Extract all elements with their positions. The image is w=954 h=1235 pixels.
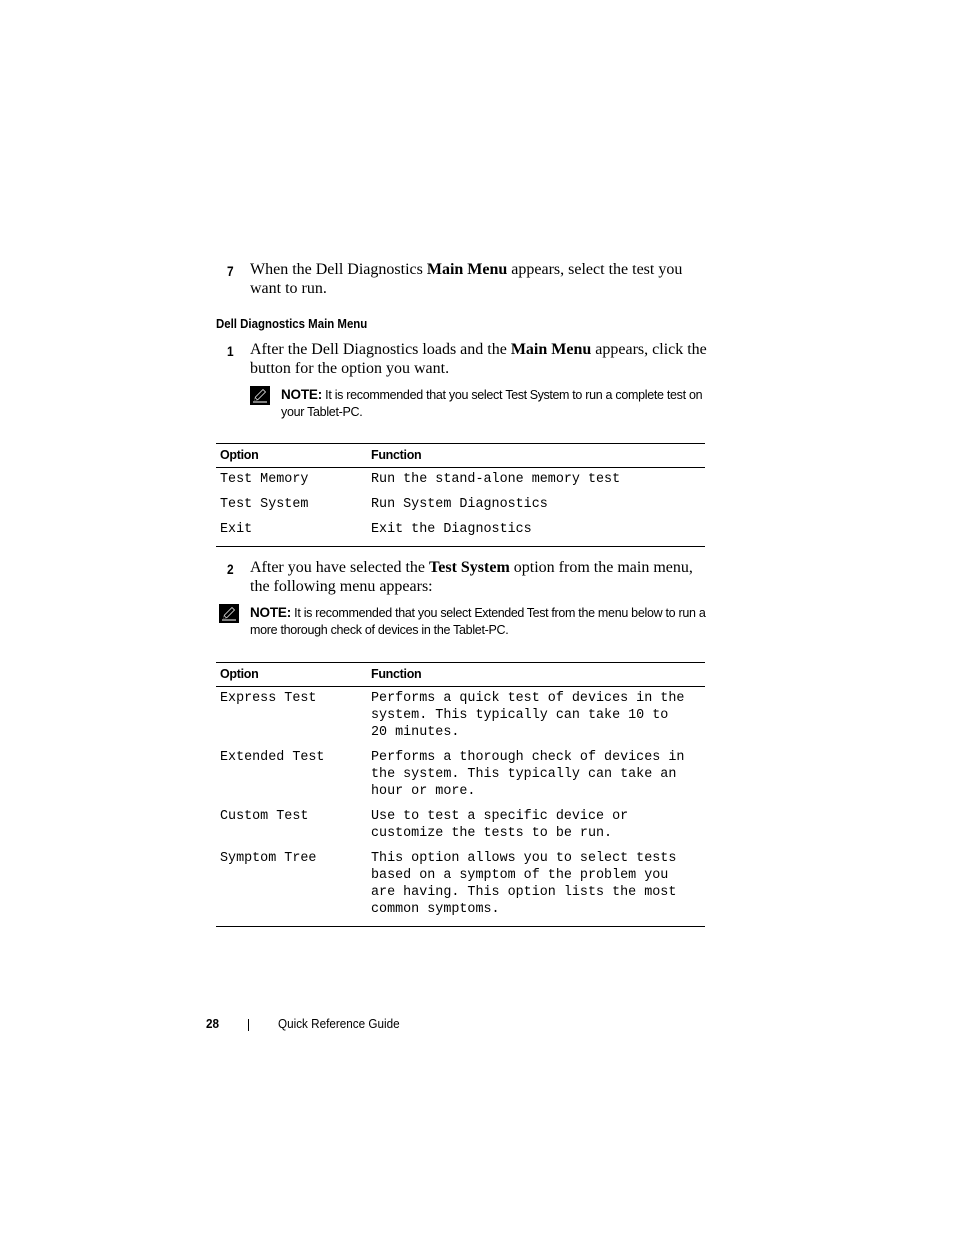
step-text-post: option from the main menu, the following menu appears:	[250, 559, 693, 595]
function-cell: Exit the Diagnostics	[371, 522, 532, 537]
table-header-row	[216, 663, 705, 687]
table-row	[216, 749, 705, 808]
function-cell: Performs a thorough check of devices in the system. This typically can take an hour or more.	[371, 750, 685, 799]
note-label: NOTE:	[281, 387, 322, 402]
footer-separator	[248, 1019, 249, 1031]
step-text-pre: After the Dell Diagnostics loads and the	[250, 341, 511, 358]
note-keyword: Extended Test	[474, 606, 549, 620]
function-cell: Run System Diagnostics	[371, 497, 548, 512]
header-function: Function	[367, 663, 705, 687]
table-row	[216, 687, 705, 750]
option-cell: Express Test	[220, 691, 317, 706]
note-keyword: Test System	[505, 388, 570, 402]
option-cell: Extended Test	[220, 750, 325, 765]
table-row	[216, 496, 705, 521]
table-row	[216, 521, 705, 547]
options-table-main-menu	[216, 443, 705, 547]
note-1	[281, 386, 713, 421]
function-cell: Use to test a specific device or customize the tests to be run.	[371, 809, 629, 841]
option-cell: Test System	[220, 497, 309, 512]
table-row	[216, 468, 705, 497]
function-cell: This option allows you to select tests based on a symptom of the problem you are having. This option lists the most common symptoms.	[371, 851, 677, 917]
footer-title: Quick Reference Guide	[278, 1016, 400, 1031]
step-number: 1	[227, 343, 234, 359]
note-pencil-icon	[250, 386, 270, 405]
function-cell: Performs a quick test of devices in the system. This typically can take 10 to 20 minutes.	[371, 691, 685, 740]
step-text-post: appears, click the button for the option you want.	[250, 341, 707, 377]
note-text-pre: It is recommended that you select	[291, 606, 475, 620]
header-function: Function	[367, 444, 705, 468]
step-text	[250, 260, 712, 298]
function-cell: Run the stand-alone memory test	[371, 472, 621, 487]
note-label: NOTE:	[250, 605, 291, 620]
step-text-bold: Test System	[429, 559, 510, 576]
step-number: 2	[227, 561, 234, 577]
step-text-pre: After you have selected the	[250, 559, 430, 576]
option-cell: Exit	[220, 522, 253, 537]
header-option: Option	[216, 663, 367, 687]
step-text-post: appears, select the test you want to run.	[250, 261, 683, 297]
table-row	[216, 808, 705, 850]
note-text-pre: It is recommended that you select	[322, 388, 506, 402]
header-option: Option	[216, 444, 367, 468]
page-number: 28	[206, 1016, 220, 1031]
note-text-post: to run a complete test on your Tablet-PC.	[281, 388, 703, 419]
table-header-row	[216, 444, 705, 468]
step-number: 7	[227, 263, 234, 279]
option-cell: Symptom Tree	[220, 851, 317, 866]
note-pencil-icon	[219, 604, 239, 623]
step-text-bold: Main Menu	[426, 261, 508, 278]
note-2	[250, 604, 712, 639]
section-heading: Dell Diagnostics Main Menu	[216, 316, 368, 331]
step-text	[250, 340, 712, 378]
option-cell: Custom Test	[220, 809, 309, 824]
option-cell: Test Memory	[220, 472, 309, 487]
note-text-post: from the menu below to run a more thorough check of devices in the Tablet-PC.	[250, 606, 706, 637]
step-text-pre: When the Dell Diagnostics	[250, 261, 427, 278]
options-table-test-system	[216, 662, 705, 927]
table-row	[216, 850, 705, 927]
step-text-bold: Main Menu	[510, 341, 592, 358]
step-text	[250, 558, 712, 596]
